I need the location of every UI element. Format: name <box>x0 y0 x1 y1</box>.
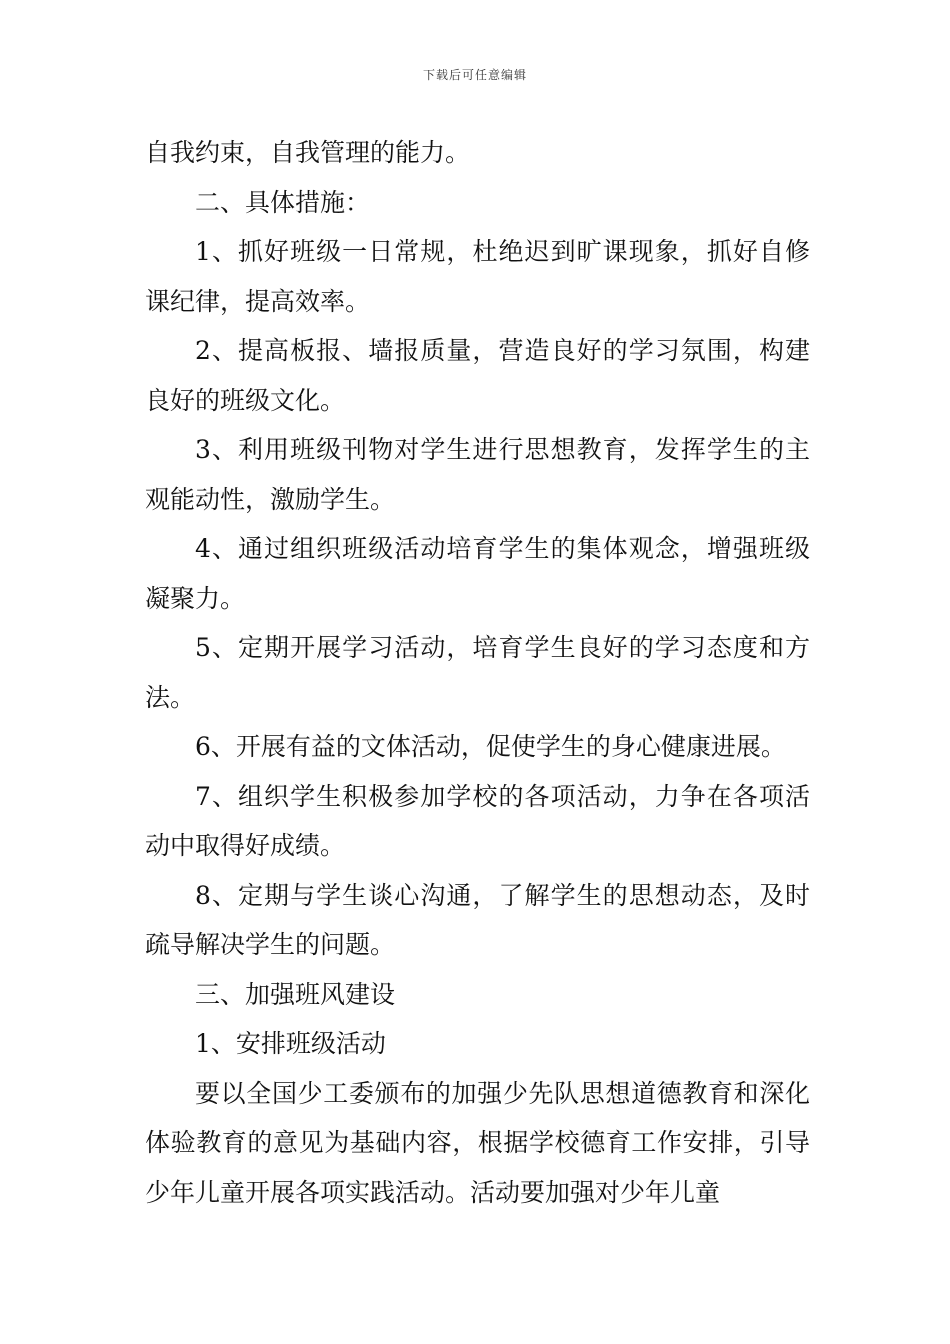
measure-item-8: 8、定期与学生谈心沟通，了解学生的思想动态，及时疏导解决学生的问题。 <box>145 880 810 959</box>
measure-item-4: 4、通过组织班级活动培育学生的集体观念，增强班级凝聚力。 <box>145 534 810 613</box>
section-heading-class-culture: 三、加强班风建设 <box>195 979 396 1009</box>
paragraph-intro-continuation: 自我约束，自我管理的能力。 <box>145 138 471 167</box>
measure-item-5: 5、定期开展学习活动，培育学生良好的学习态度和方法。 <box>145 633 810 712</box>
measure-item-6: 6、开展有益的文体活动，促使学生的身心健康进展。 <box>195 732 786 761</box>
measure-item-3: 3、利用班级刊物对学生进行思想教育，发挥学生的主观能动性，激励学生。 <box>145 435 810 514</box>
document-body <box>145 128 810 1217</box>
section-heading-measures: 二、具体措施： <box>195 187 371 217</box>
measure-item-7: 7、组织学生积极参加学校的各项活动，力争在各项活动中取得好成绩。 <box>145 781 810 860</box>
page-header: 下载后可任意编辑 <box>422 68 527 82</box>
measure-item-2: 2、提高板报、墙报质量，营造良好的学习氛围，构建良好的班级文化。 <box>145 336 810 415</box>
paragraph-activities-body: 要以全国少工委颁布的加强少先队思想道德教育和深化体验教育的意见为基础内容，根据学校德育工作安排，引导少年儿童开展各项实践活动。活动要加强对少年儿童 <box>145 1078 810 1207</box>
measure-item-1: 1、抓好班级一日常规，杜绝迟到旷课现象，抓好自修课纪律，提高效率。 <box>145 237 810 316</box>
subheading-class-activities: 1、安排班级活动 <box>195 1029 386 1058</box>
